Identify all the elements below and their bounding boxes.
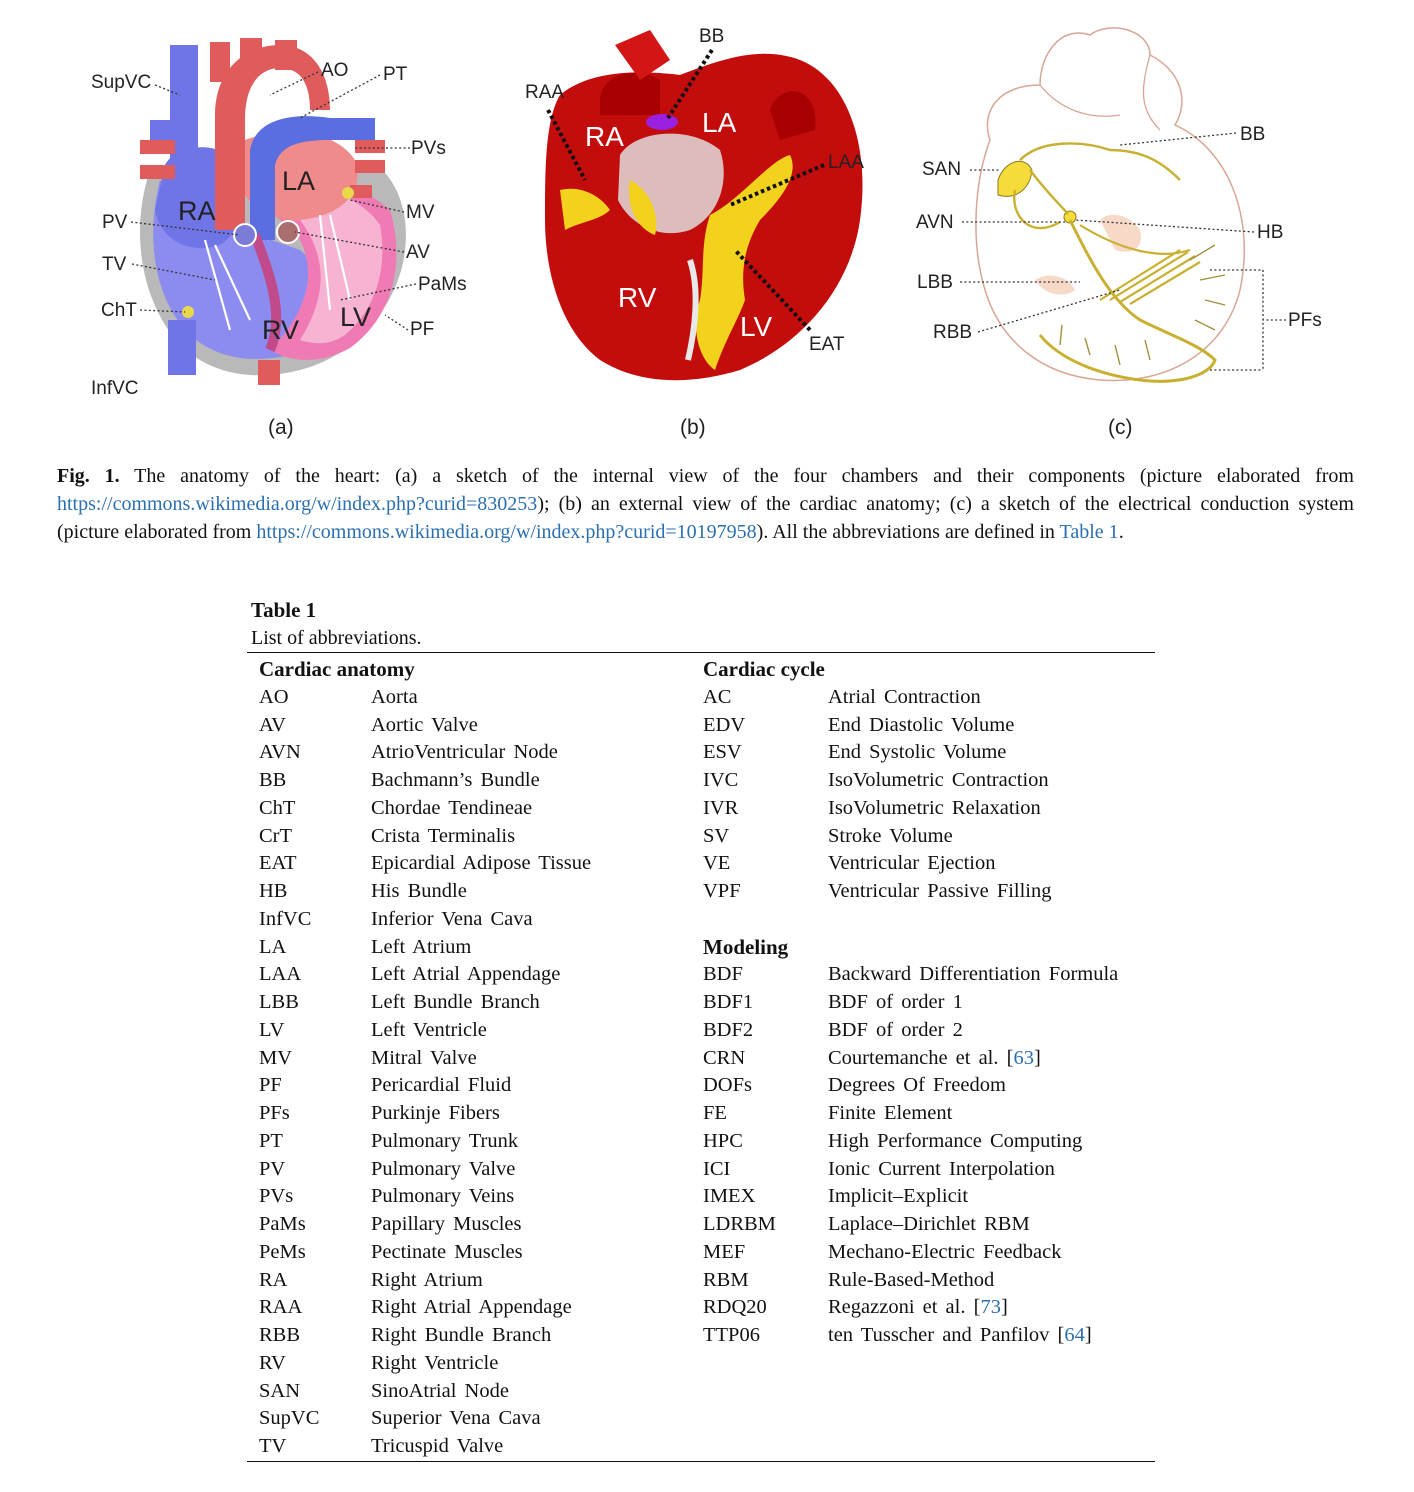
caption-text-4: . bbox=[1118, 521, 1124, 543]
definition-text: Pectinate Muscles bbox=[371, 1240, 523, 1263]
table-right-column bbox=[703, 656, 1155, 1350]
definition-text: Mechano-Electric Feedback bbox=[828, 1240, 1062, 1263]
table-row bbox=[259, 1045, 699, 1073]
definition bbox=[371, 1433, 503, 1461]
definition bbox=[828, 1100, 952, 1128]
abbreviation: VPF bbox=[703, 880, 741, 902]
table-left-column bbox=[259, 656, 699, 1461]
definition-text: Right Atrial Appendage bbox=[371, 1296, 572, 1319]
table-row bbox=[259, 1433, 699, 1461]
table-row bbox=[259, 684, 699, 712]
definition-text: Right Ventricle bbox=[371, 1351, 499, 1374]
table-row bbox=[259, 739, 699, 767]
table-row bbox=[703, 1239, 1155, 1267]
definition bbox=[828, 878, 1052, 906]
label-b-lv: LV bbox=[740, 311, 773, 342]
abbreviation: LA bbox=[259, 935, 287, 958]
definition bbox=[828, 712, 1014, 740]
abbreviation: HPC bbox=[703, 1129, 743, 1152]
table-row bbox=[259, 934, 699, 962]
definition-text: Ionic Current Interpolation bbox=[828, 1157, 1055, 1180]
caption-link-2[interactable]: https://commons.wikimedia.org/w/index.php?curid=10197958 bbox=[256, 521, 757, 543]
abbreviation: SAN bbox=[259, 1379, 301, 1402]
definition bbox=[828, 1017, 963, 1045]
abbreviation: CrT bbox=[259, 824, 293, 847]
abbreviation: LBB bbox=[259, 991, 299, 1013]
abbreviation: EDV bbox=[703, 713, 746, 736]
abbreviation: SupVC bbox=[259, 1407, 320, 1430]
definition bbox=[828, 1239, 1062, 1267]
table-row bbox=[259, 712, 699, 740]
section-header-cardiac-anatomy: Cardiac anatomy bbox=[259, 657, 415, 681]
definition-text: Backward Differentiation Formula bbox=[828, 963, 1119, 986]
abbreviation: MEF bbox=[703, 1240, 746, 1263]
table-row bbox=[259, 1072, 699, 1100]
definition bbox=[828, 739, 1006, 767]
definition-text: Bachmann’s Bundle bbox=[371, 769, 540, 791]
definition bbox=[371, 850, 591, 878]
label-b-rv: RV bbox=[618, 282, 657, 313]
section-header-modeling: Modeling bbox=[703, 934, 789, 959]
abbreviation: LV bbox=[259, 1018, 285, 1041]
label-a-pv: PV bbox=[102, 212, 128, 233]
definition-text: Inferior Vena Cava bbox=[371, 907, 533, 930]
caption-link-1[interactable]: https://commons.wikimedia.org/w/index.php?curid=830253 bbox=[57, 493, 538, 515]
abbreviation: SV bbox=[703, 824, 730, 847]
definition bbox=[371, 1322, 551, 1350]
table-row bbox=[259, 1017, 699, 1045]
table-row bbox=[703, 961, 1155, 989]
abbreviation: PT bbox=[259, 1129, 283, 1152]
definition-text: IsoVolumetric Contraction bbox=[828, 769, 1049, 791]
definition-text: Chordae Tendineae bbox=[371, 796, 533, 819]
definition bbox=[828, 1072, 1006, 1100]
table-row bbox=[259, 1350, 699, 1378]
abbreviation: RA bbox=[259, 1268, 288, 1291]
table-row bbox=[703, 1211, 1155, 1239]
label-b-laa: LAA bbox=[828, 152, 864, 173]
definition-text: Degrees Of Freedom bbox=[828, 1074, 1006, 1097]
table-row bbox=[703, 1294, 1155, 1322]
label-b-bb: BB bbox=[699, 26, 725, 47]
figure-1 bbox=[0, 0, 1414, 450]
label-a-tv: TV bbox=[102, 254, 127, 275]
abbreviation: PaMs bbox=[259, 1213, 306, 1235]
abbreviation: HB bbox=[259, 880, 288, 902]
definition-text: Aortic Valve bbox=[371, 713, 478, 736]
definition bbox=[828, 1156, 1055, 1184]
table-row bbox=[703, 795, 1155, 823]
table-row bbox=[259, 906, 699, 934]
abbreviation: BDF bbox=[703, 963, 743, 986]
table-row bbox=[703, 1156, 1155, 1184]
definition bbox=[371, 1294, 572, 1322]
definition bbox=[371, 1183, 514, 1211]
definition bbox=[371, 1017, 487, 1045]
caption-table-ref[interactable]: Table 1 bbox=[1059, 521, 1119, 543]
abbreviation: EAT bbox=[259, 852, 297, 875]
definition bbox=[371, 1128, 518, 1156]
table-row bbox=[703, 1322, 1155, 1350]
label-b-raa: RAA bbox=[525, 82, 565, 103]
definition-text: Stroke Volume bbox=[828, 824, 953, 847]
definition-text: Pulmonary Valve bbox=[371, 1157, 516, 1180]
panel-b-heart-external bbox=[525, 26, 864, 439]
abbreviation: LDRBM bbox=[703, 1213, 776, 1235]
abbreviation: PVs bbox=[259, 1185, 294, 1208]
definition bbox=[371, 767, 540, 795]
definition bbox=[371, 712, 478, 740]
table-row bbox=[259, 767, 699, 795]
table-row bbox=[259, 878, 699, 906]
abbreviation: ESV bbox=[703, 741, 742, 764]
definition-text: End Systolic Volume bbox=[828, 741, 1007, 764]
table-row bbox=[703, 1072, 1155, 1100]
definition-text: Left Ventricle bbox=[371, 1018, 487, 1041]
section-spacer bbox=[703, 906, 1155, 934]
definition bbox=[828, 1211, 1030, 1239]
definition bbox=[828, 1045, 1041, 1073]
table-row bbox=[259, 989, 699, 1017]
table-row bbox=[259, 1100, 699, 1128]
caption-text-2: ); (b) an external view of the cardiac anatomy; (c) a sketch of the electrical conduction system (picture elaborated from bbox=[57, 493, 1354, 543]
abbreviation: AV bbox=[259, 713, 286, 736]
label-a-rv: RV bbox=[262, 315, 300, 345]
table-row bbox=[703, 1017, 1155, 1045]
definition bbox=[371, 906, 533, 934]
table-row bbox=[259, 850, 699, 878]
definition-text: BDF of order 2 bbox=[828, 1018, 963, 1041]
abbreviation: IVC bbox=[703, 769, 739, 791]
label-a-cht: ChT bbox=[101, 300, 137, 321]
definition bbox=[828, 961, 1118, 989]
panel-c-conduction-system bbox=[916, 28, 1322, 439]
definition-text: Mitral Valve bbox=[371, 1046, 477, 1069]
definition bbox=[828, 850, 996, 878]
definition bbox=[828, 1322, 1092, 1350]
table-row bbox=[703, 712, 1155, 740]
table-row bbox=[703, 1128, 1155, 1156]
definition-text: High Performance Computing bbox=[828, 1129, 1083, 1152]
definition-text: BDF of order 1 bbox=[828, 991, 963, 1013]
figure-caption bbox=[57, 462, 1354, 546]
table-bottom-rule bbox=[247, 1461, 1155, 1462]
table-row bbox=[703, 767, 1155, 795]
label-a-pams: PaMs bbox=[418, 274, 467, 295]
definition-text: Right Bundle Branch bbox=[371, 1324, 552, 1346]
label-c-hb: HB bbox=[1257, 222, 1284, 243]
definition-text: Epicardial Adipose Tissue bbox=[371, 852, 592, 875]
table-title: Table 1 bbox=[251, 598, 317, 622]
abbreviation: LAA bbox=[259, 963, 302, 986]
abbreviation: AC bbox=[703, 685, 732, 708]
abbreviation: ChT bbox=[259, 796, 296, 819]
abbreviation: PV bbox=[259, 1157, 286, 1180]
table-row bbox=[703, 878, 1155, 906]
definition bbox=[371, 989, 540, 1017]
definition-text: Regazzoni et al. [ bbox=[828, 1296, 981, 1319]
definition bbox=[371, 1239, 523, 1267]
definition-text: His Bundle bbox=[371, 880, 467, 902]
definition bbox=[828, 989, 963, 1017]
table-row bbox=[259, 1322, 699, 1350]
definition bbox=[828, 767, 1049, 795]
table-row bbox=[703, 1183, 1155, 1211]
definition-text: Purkinje Fibers bbox=[371, 1102, 500, 1124]
label-a-lv: LV bbox=[340, 302, 372, 332]
caption-text-1: The anatomy of the heart: (a) a sketch of the internal view of the four chambers and their components (picture elaborated from bbox=[119, 465, 1354, 487]
table-row bbox=[259, 1267, 699, 1295]
panel-a-heart-sketch bbox=[91, 38, 467, 439]
definition-text: Courtemanche et al. [ bbox=[828, 1046, 1014, 1069]
label-c-pfs: PFs bbox=[1288, 310, 1322, 331]
abbreviation: BDF1 bbox=[703, 991, 754, 1013]
table-row bbox=[259, 795, 699, 823]
label-b-ra: RA bbox=[585, 121, 624, 152]
definition bbox=[828, 1128, 1082, 1156]
definition bbox=[371, 1045, 477, 1073]
definition-text: Pericardial Fluid bbox=[371, 1074, 512, 1097]
definition-text: Superior Vena Cava bbox=[371, 1407, 541, 1430]
label-c-rbb: RBB bbox=[933, 322, 973, 343]
definition bbox=[371, 795, 532, 823]
abbreviation: DOFs bbox=[703, 1074, 752, 1097]
table-row bbox=[259, 1239, 699, 1267]
definition-text: Ventricular Ejection bbox=[828, 852, 996, 875]
definition-text: Pulmonary Trunk bbox=[371, 1129, 519, 1152]
abbreviation: AVN bbox=[259, 741, 301, 764]
table-row bbox=[259, 1128, 699, 1156]
definition-text: Finite Element bbox=[828, 1102, 953, 1124]
definition bbox=[828, 795, 1041, 823]
citation-close-bracket: ] bbox=[1000, 1296, 1008, 1319]
definition bbox=[371, 1072, 511, 1100]
table-row bbox=[259, 1211, 699, 1239]
abbreviation: FE bbox=[703, 1102, 727, 1124]
table-row bbox=[703, 684, 1155, 712]
citation-link[interactable]: 73 bbox=[980, 1296, 1001, 1319]
label-a-la: LA bbox=[282, 166, 316, 196]
definition-text: Laplace–Dirichlet RBM bbox=[828, 1213, 1030, 1235]
definition bbox=[371, 934, 471, 962]
abbreviation: PFs bbox=[259, 1102, 290, 1124]
definition bbox=[828, 823, 953, 851]
table-row bbox=[259, 1378, 699, 1406]
table-row bbox=[703, 823, 1155, 851]
definition bbox=[371, 961, 560, 989]
label-b-la: LA bbox=[702, 107, 737, 138]
definition-text: Papillary Muscles bbox=[371, 1213, 522, 1235]
caption-fig-label: Fig. 1. bbox=[57, 465, 120, 487]
abbreviation: MV bbox=[259, 1046, 293, 1069]
label-a-pvs: PVs bbox=[411, 138, 446, 159]
citation-link[interactable]: 64 bbox=[1064, 1324, 1085, 1346]
label-a-mv: MV bbox=[406, 202, 435, 223]
definition-text: AtrioVentricular Node bbox=[371, 741, 558, 764]
abbreviation: TV bbox=[259, 1435, 287, 1457]
definition bbox=[371, 1100, 500, 1128]
definition-text: ten Tusscher and Panfilov [ bbox=[828, 1324, 1065, 1346]
abbreviation: PeMs bbox=[259, 1240, 306, 1263]
definition bbox=[371, 1405, 541, 1433]
abbreviation: RAA bbox=[259, 1296, 303, 1319]
label-c-avn: AVN bbox=[916, 212, 954, 233]
definition bbox=[828, 1267, 994, 1295]
table-row bbox=[703, 1267, 1155, 1295]
table-row bbox=[259, 1294, 699, 1322]
definition bbox=[371, 684, 418, 712]
table-row bbox=[259, 1183, 699, 1211]
abbreviation: CRN bbox=[703, 1046, 746, 1069]
table-subtitle: List of abbreviations. bbox=[251, 627, 422, 649]
abbreviation: RV bbox=[259, 1351, 286, 1374]
definition bbox=[828, 1183, 968, 1211]
definition bbox=[371, 878, 467, 906]
definition bbox=[371, 739, 558, 767]
definition-text: Implicit–Explicit bbox=[828, 1185, 969, 1208]
label-a-av: AV bbox=[406, 242, 430, 263]
abbreviation: InfVC bbox=[259, 907, 312, 930]
definition-text: Pulmonary Veins bbox=[371, 1185, 515, 1208]
panel-b-sublabel: (b) bbox=[680, 416, 706, 439]
definition-text: Left Atrium bbox=[371, 935, 472, 958]
table-row bbox=[703, 1100, 1155, 1128]
abbreviation: RDQ20 bbox=[703, 1296, 767, 1319]
abbreviation-table bbox=[247, 596, 1155, 1462]
label-c-lbb: LBB bbox=[917, 272, 953, 293]
panel-c-sublabel: (c) bbox=[1108, 416, 1133, 439]
table-row bbox=[259, 823, 699, 851]
table-row bbox=[703, 1045, 1155, 1073]
definition-text: End Diastolic Volume bbox=[828, 713, 1015, 736]
definition-text: Left Atrial Appendage bbox=[371, 963, 561, 986]
label-a-infvc: InfVC bbox=[91, 378, 139, 399]
abbreviation: RBB bbox=[259, 1324, 301, 1346]
definition-text: Aorta bbox=[371, 685, 418, 708]
abbreviation: TTP06 bbox=[703, 1324, 760, 1346]
definition bbox=[828, 684, 981, 712]
citation-close-bracket: ] bbox=[1084, 1324, 1092, 1346]
label-a-ra: RA bbox=[178, 196, 216, 226]
section-header-cardiac-cycle: Cardiac cycle bbox=[703, 657, 825, 681]
definition-text: Ventricular Passive Filling bbox=[828, 880, 1052, 902]
definition bbox=[371, 1267, 483, 1295]
definition bbox=[371, 823, 515, 851]
definition-text: Left Bundle Branch bbox=[371, 991, 540, 1013]
definition-text: Crista Terminalis bbox=[371, 824, 516, 847]
table-row bbox=[259, 1156, 699, 1184]
definition-text: IsoVolumetric Relaxation bbox=[828, 796, 1041, 819]
caption-text-3: ). All the abbreviations are defined in bbox=[756, 521, 1060, 543]
label-a-ao: AO bbox=[321, 60, 349, 81]
citation-close-bracket: ] bbox=[1033, 1046, 1041, 1069]
definition bbox=[828, 1294, 1008, 1322]
label-b-eat: EAT bbox=[809, 334, 845, 355]
definition-text: Atrial Contraction bbox=[828, 685, 981, 708]
label-a-supvc: SupVC bbox=[91, 72, 152, 93]
label-c-bb: BB bbox=[1240, 124, 1266, 145]
definition-text: Rule-Based-Method bbox=[828, 1268, 995, 1291]
abbreviation: IVR bbox=[703, 796, 739, 819]
abbreviation: BB bbox=[259, 769, 287, 791]
abbreviation: IMEX bbox=[703, 1185, 756, 1208]
abbreviation: VE bbox=[703, 852, 731, 875]
citation-link[interactable]: 63 bbox=[1013, 1046, 1034, 1069]
definition-text: SinoAtrial Node bbox=[371, 1379, 509, 1402]
definition bbox=[371, 1211, 521, 1239]
definition-text: Tricuspid Valve bbox=[371, 1435, 504, 1457]
definition bbox=[371, 1350, 498, 1378]
table-row bbox=[703, 989, 1155, 1017]
abbreviation: BDF2 bbox=[703, 1018, 754, 1041]
label-c-san: SAN bbox=[922, 159, 962, 180]
table-row bbox=[703, 739, 1155, 767]
panel-a-sublabel: (a) bbox=[268, 416, 294, 439]
abbreviation: AO bbox=[259, 685, 289, 708]
abbreviation: PF bbox=[259, 1074, 282, 1097]
label-a-pf: PF bbox=[410, 319, 435, 340]
table-body bbox=[247, 653, 1155, 1461]
table-row bbox=[703, 850, 1155, 878]
definition-text: Right Atrium bbox=[371, 1268, 483, 1291]
abbreviation: RBM bbox=[703, 1268, 749, 1291]
abbreviation: ICI bbox=[703, 1157, 731, 1180]
table-row bbox=[259, 1405, 699, 1433]
definition bbox=[371, 1378, 509, 1406]
table-row bbox=[259, 961, 699, 989]
definition bbox=[371, 1156, 515, 1184]
label-a-pt: PT bbox=[383, 64, 408, 85]
